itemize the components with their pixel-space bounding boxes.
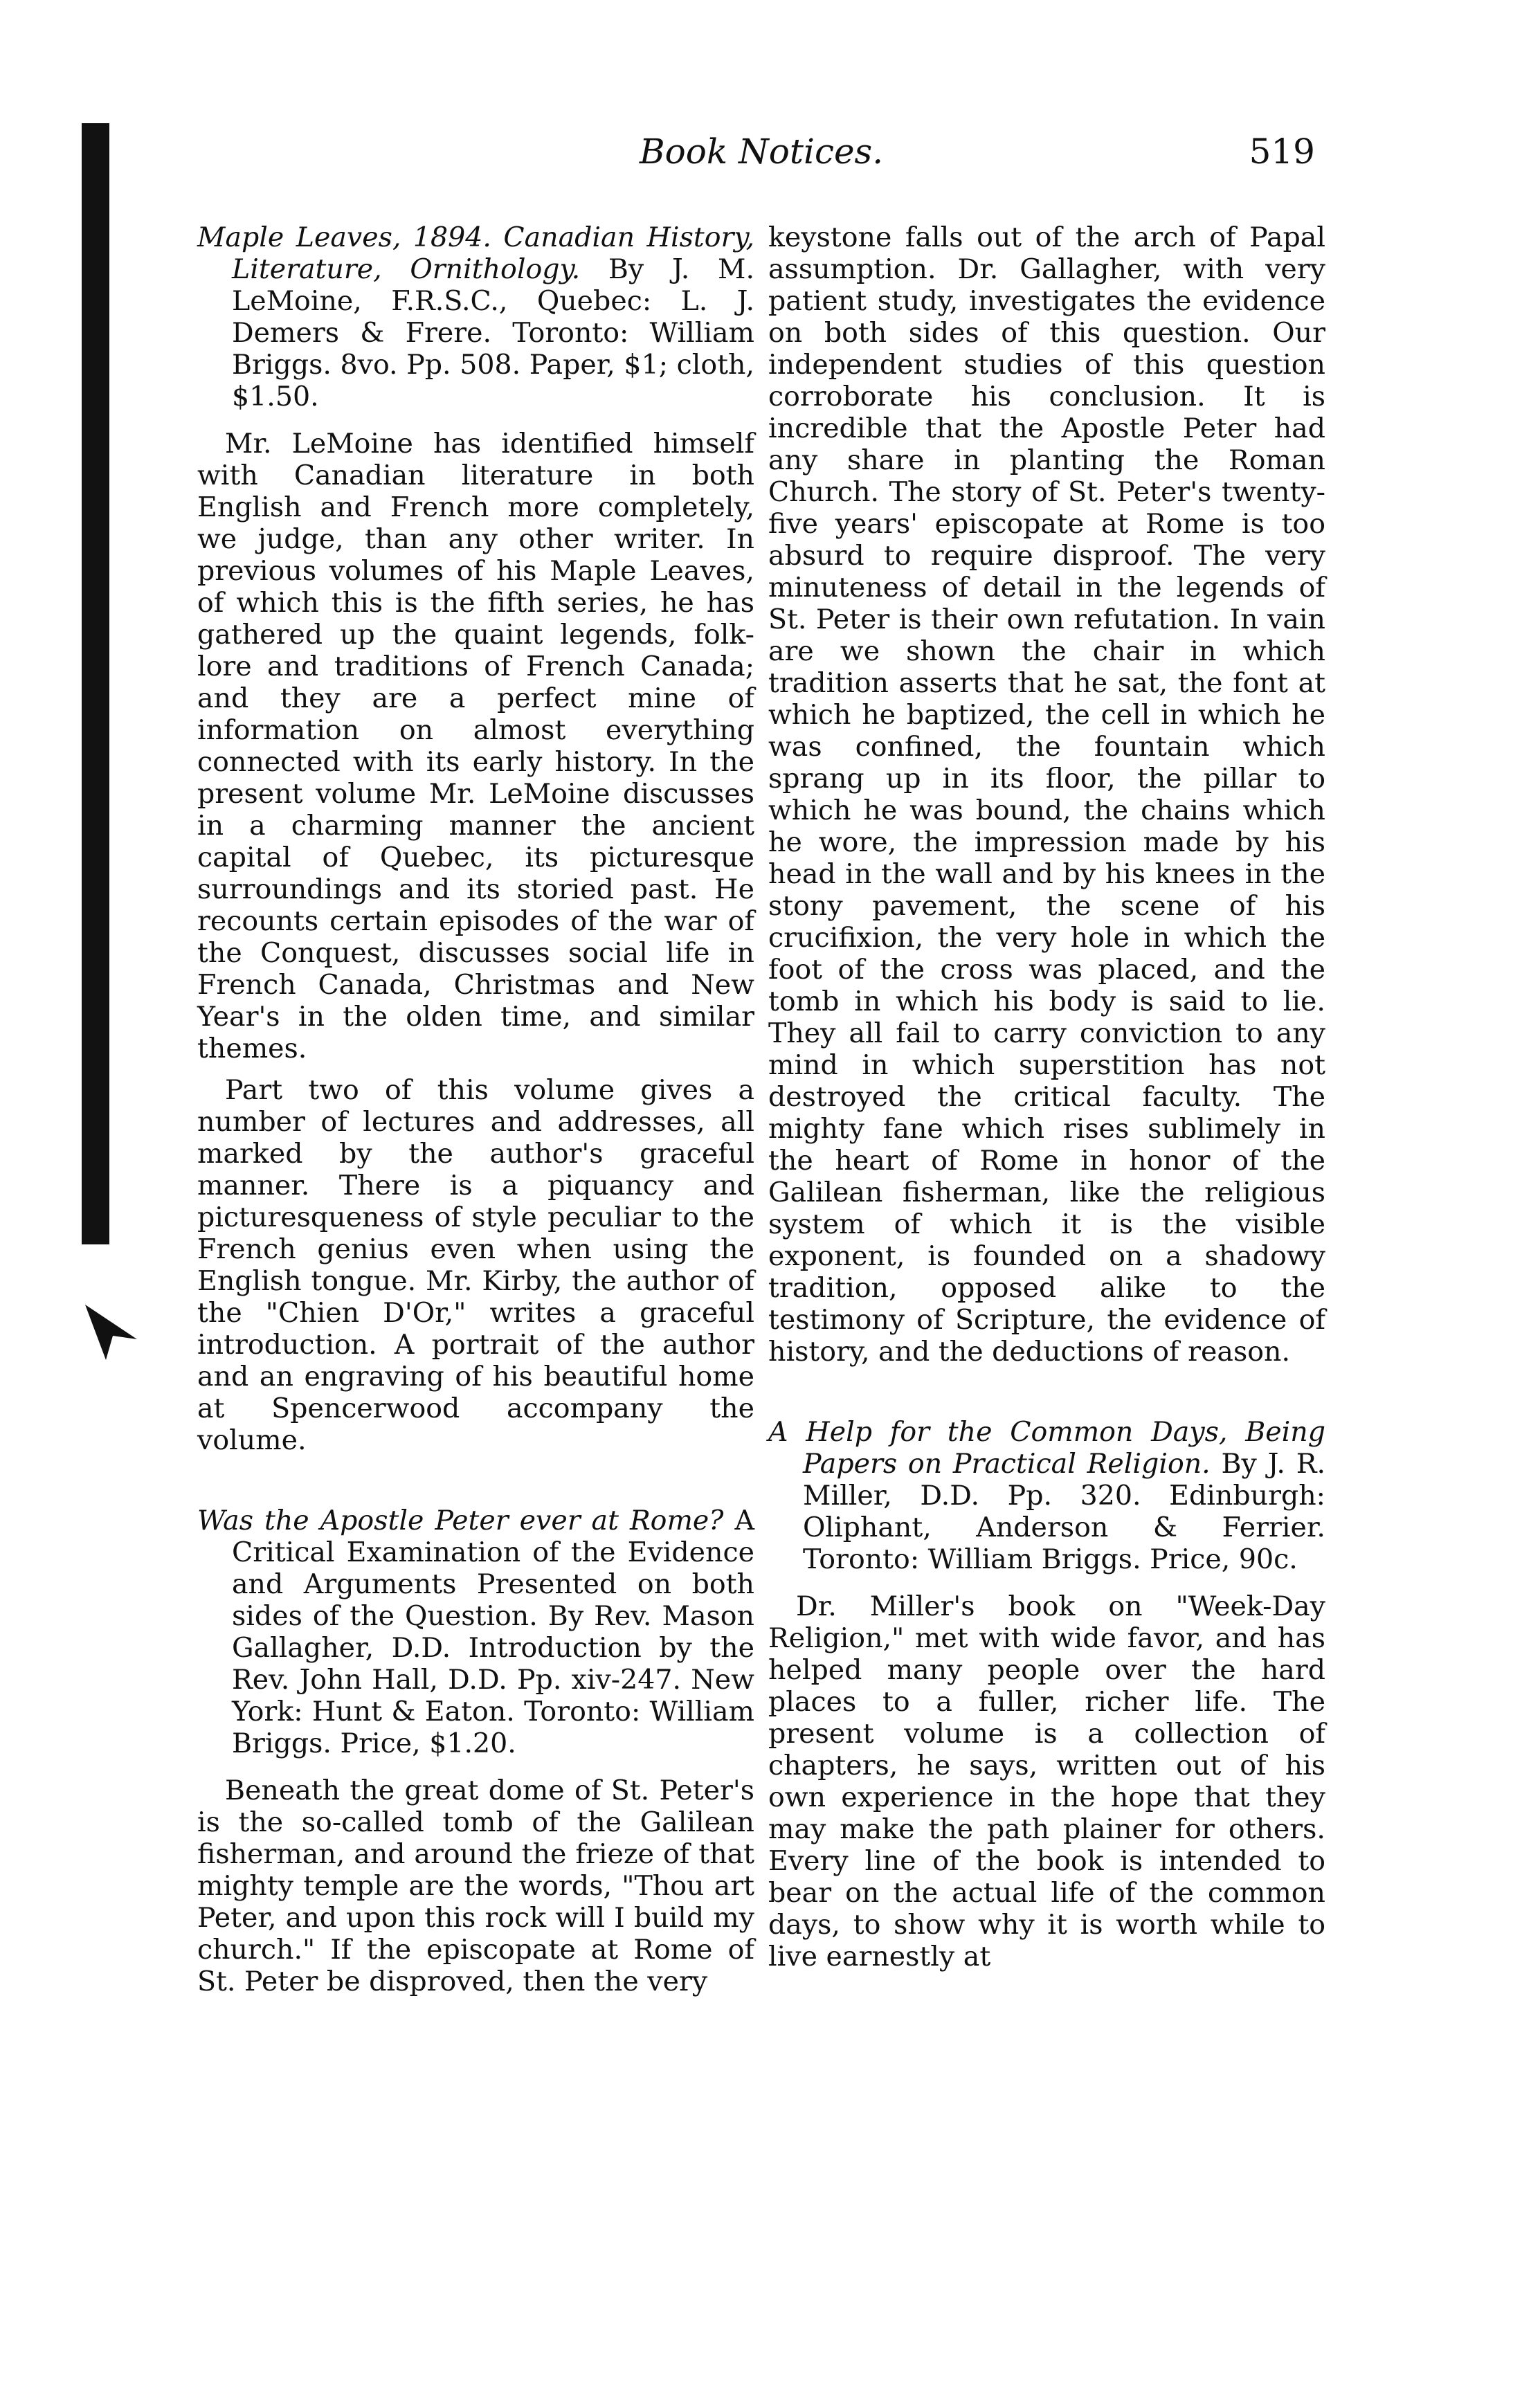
notice-details: By J. R. Miller, D.D. Pp. 320. Edinburgh: Oliphant, Anderson & Ferrier. Toronto: William Briggs. Price, 90c. — [803, 1448, 1326, 1575]
notice-title: A Help for the Common Days, Being Papers on Practical Religion. — [768, 1416, 1325, 1480]
notice-heading-apostle-peter — [197, 1505, 754, 1759]
review-paragraph: Mr. LeMoine has identified himself with Canadian literature in both English and French more completely, we judge, than any other writer. In previous volumes of his Maple Leaves, of which this is the fifth series, he has gathered up the quaint legends, folk-lore and traditions of French Canada; and they are a perfect mine of information on almost everything connected with its early history. In the present volume Mr. LeMoine discusses in a charming manner the ancient capital of Quebec, its picturesque surroundings and its storied past. He recounts certain episodes of the war of the Conquest, discusses social life in French Canada, Christmas and New Year's in the olden time, and similar themes. — [197, 428, 754, 1064]
notice-details: A Critical Examination of the Evidence and Arguments Presented on both sides of the Question. By Rev. Mason Gallagher, D.D. Introduction by the Rev. John Hall, D.D. Pp. xiv-247. New York: Hunt & Eaton. Toronto: William Briggs. Price, $1.20. — [232, 1505, 754, 1759]
review-paragraph-continued: keystone falls out of the arch of Papal assumption. Dr. Gallagher, with very patient study, investigates the evidence on both sides of this question. Our independent studies of this question corroborate his conclusion. It is incredible that the Apostle Peter had any share in planting the Roman Church. The story of St. Peter's twenty-five years' episcopate at Rome is too absurd to require disproof. The very minuteness of detail in the legends of St. Peter is their own refutation. In vain are we shown the chair in which tradition asserts that he sat, the font at which he baptized, the cell in which he was confined, the fountain which sprang up in its floor, the pillar to which he was bound, the chains which he wore, the impression made by his head in the wall and by his knees in the stony pavement, the scene of his crucifixion, the very hole in which the foot of the cross was placed, and the tomb in which his body is said to lie. They all fail to carry conviction to any mind in which superstition has not destroyed the critical faculty. The mighty fane which rises sublimely in the heart of Rome in honor of the Galilean fisherman, like the religious system of which it is the visible exponent, is founded on a shadowy tradition, opposed alike to the testimony of Scripture, the evidence of history, and the deductions of reason. — [768, 221, 1325, 1368]
notice-heading-maple-leaves — [197, 221, 754, 412]
notice-details: By J. M. LeMoine, F.R.S.C., Quebec: L. J. Demers & Frere. Toronto: William Briggs. 8vo. Pp. 508. Paper, $1; cloth, $1.50. — [232, 253, 755, 412]
running-title: Book Notices. — [639, 132, 884, 172]
review-paragraph: Beneath the great dome of St. Peter's is the so-called tomb of the Galilean fisherman, and around the frieze of that mighty temple are the words, "Thou art Peter, and upon this rock will I build my church." If the episcopate at Rome of St. Peter be disproved, then the very — [197, 1775, 754, 1997]
notice-title: Was the Apostle Peter ever at Rome? — [197, 1505, 724, 1536]
review-paragraph: Dr. Miller's book on "Week-Day Religion," met with wide favor, and has helped many people over the hard places to a fuller, richer life. The present volume is a collection of chapters, he says, written out of his own experience in the hope that they may make the path plainer for others. Every line of the book is intended to bear on the actual life of the common days, to show why it is worth while to live earnestly at — [768, 1590, 1325, 1973]
scan-edge-bar — [82, 123, 109, 1244]
left-column — [197, 221, 754, 1997]
right-column — [768, 221, 1325, 1973]
notice-heading-help-common-days — [768, 1416, 1325, 1575]
scan-arrow-mark — [82, 1301, 144, 1363]
page-number: 519 — [1249, 132, 1315, 172]
running-head — [194, 132, 1329, 187]
review-paragraph: Part two of this volume gives a number of lectures and addresses, all marked by the author's graceful manner. There is a piquancy and picturesqueness of style peculiar to the French genius even when using the English tongue. Mr. Kirby, the author of the "Chien D'Or," writes a graceful introduction. A portrait of the author and an engraving of his beautiful home at Spencerwood accompany the volume. — [197, 1074, 754, 1456]
notice-title: Maple Leaves, 1894. Canadian History, Literature, Ornithology. — [197, 221, 754, 285]
